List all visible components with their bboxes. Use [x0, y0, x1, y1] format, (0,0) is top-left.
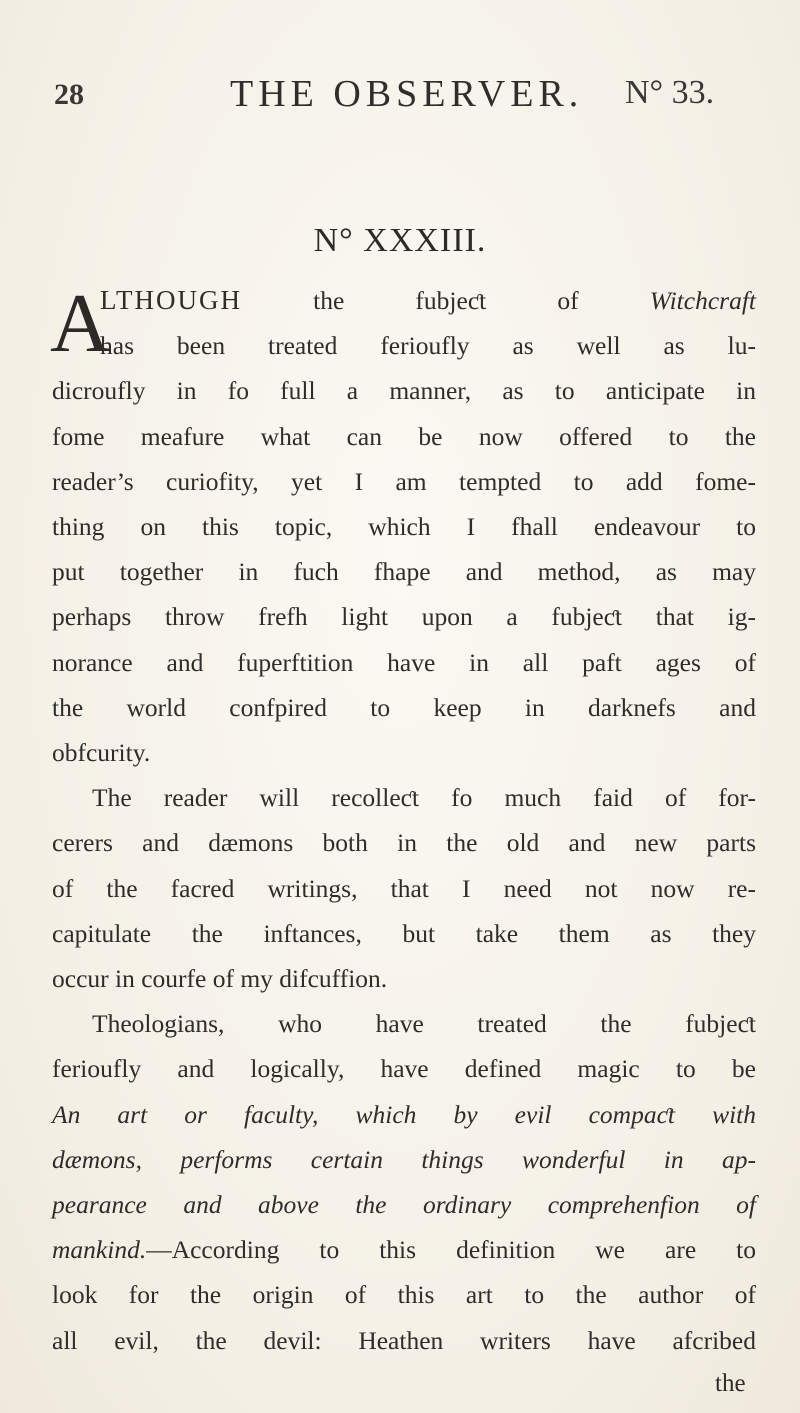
- paragraph-1-line-6: thing on this topic, which I fhall endeavour to: [52, 512, 756, 542]
- drop-cap: A: [50, 277, 111, 370]
- paragraph-3-line-2: ferioufly and logically, have defined magic to be: [52, 1054, 756, 1084]
- issue-number: N° 33.: [625, 74, 715, 111]
- running-title: THE OBSERVER.: [230, 73, 584, 115]
- paragraph-1-line-10: the world confpired to keep in darknefs and: [52, 692, 756, 722]
- paragraph-3-line-6: mankind.—According to this definition we are to: [52, 1235, 756, 1265]
- page-number: 28: [54, 78, 84, 111]
- paragraph-2-line-5: occur in courfe of my difcuffion.: [52, 964, 388, 994]
- paragraph-2-line-3: of the facred writings, that I need not now re-: [52, 873, 756, 903]
- opening-word: LTHOUGH: [100, 285, 242, 315]
- catchword: the: [715, 1370, 746, 1397]
- paragraph-1-line-3: dicroufly in fo full a manner, as to anticipate in: [52, 376, 756, 406]
- paragraph-3-line-1: Theologians, who have treated the fubjeƈt: [92, 1009, 756, 1039]
- paragraph-1-line-5: reader’s curiofity, yet I am tempted to add fome-: [52, 466, 756, 496]
- paragraph-1-line-2: has been treated ferioufly as well as lu-: [100, 331, 756, 361]
- definition-line-3: pearance and above the ordinary comprehenfion of: [52, 1190, 756, 1220]
- paragraph-2-line-1: The reader will recolleƈt fo much faid of for-: [92, 783, 756, 813]
- definition-line-4: mankind.: [52, 1235, 147, 1265]
- paragraph-3-line-8: all evil, the devil: Heathen writers have afcribed: [52, 1325, 756, 1355]
- paragraph-1-line-1: A LTHOUGH the fubjeƈt of Witchcraft: [50, 277, 756, 370]
- paragraph-1-line-8: perhaps throw frefh light upon a fubjeƈt that ig-: [52, 602, 756, 632]
- paragraph-1-line-7: put together in fuch fhape and method, as may: [52, 557, 756, 587]
- body-text: [52, 278, 756, 1363]
- definition-line-1: An art or faculty, which by evil compaƈt with: [52, 1099, 756, 1129]
- paragraph-1-line-9: norance and fuperftition have in all paft ages of: [52, 647, 756, 677]
- running-head: [50, 70, 770, 120]
- definition-line-2: dæmons, performs certain things wonderful in ap-: [52, 1144, 756, 1174]
- paragraph-2-line-4: capitulate the inftances, but take them as they: [52, 918, 756, 948]
- paragraph-1-line-11: obfcurity.: [52, 738, 151, 768]
- witchcraft-italic: Witchcraft: [649, 286, 756, 315]
- paragraph-1-line-4: fome meafure what can be now offered to the: [52, 421, 756, 451]
- essay-number-heading: N° XXXIII.: [313, 222, 487, 259]
- paragraph-3-line-7: look for the origin of this art to the author of: [52, 1280, 756, 1310]
- paragraph-2-line-2: cerers and dæmons both in the old and new parts: [52, 828, 756, 858]
